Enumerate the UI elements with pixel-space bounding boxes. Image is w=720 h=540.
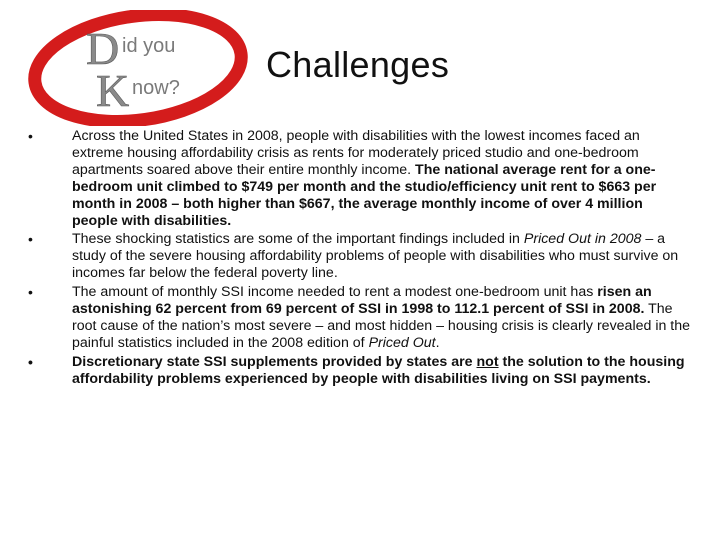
bullet-text: the solution to the housing affordability problems experienced by people with disabilities living on SSI payments. (72, 353, 685, 387)
bullet-text: These shocking statistics are some of the important findings included in (72, 231, 524, 248)
bullet-text: Discretionary state SSI supplements provided by states are (72, 353, 477, 370)
bullet-item (24, 231, 692, 282)
bullet-text: – a study of the severe housing affordability problems of people with disabilities who must survive on incomes far below the federal poverty line. (72, 231, 679, 282)
logo-text-id-you: id you (122, 35, 176, 57)
bullet-text: The root cause of the nation’s most severe – and most hidden – housing crisis is clearly revealed in the painful statistics included in the 2008 edition of (72, 301, 691, 351)
bullet-item (24, 128, 692, 229)
bullet-text: . (435, 334, 440, 351)
logo-letter-k: K (96, 65, 130, 116)
bullet-marker: • (28, 284, 33, 301)
logo-text-now: now? (132, 77, 180, 99)
logo-letter-d: D (86, 23, 120, 74)
bullet-marker: • (28, 353, 33, 370)
bullet-item (24, 354, 692, 388)
bullet-text: Across the United States in 2008, people with disabilities with the lowest incomes faced an extreme housing affordability crisis as rents for moderately priced studio and one-bedroom apartments soared above their entire monthly income. (72, 128, 640, 178)
bullet-text: The amount of monthly SSI income needed to rent a modest one-bedroom unit has (72, 284, 598, 301)
bullet-text-italic: Priced Out (368, 334, 436, 351)
bullet-text-bold: risen an astonishing 62 percent from 69 percent of SSI in 1998 to 112.1 percent of SSI in 2008. (72, 284, 652, 318)
bullet-list (24, 128, 692, 388)
bullet-item (24, 284, 692, 352)
bullet-marker: • (28, 128, 33, 144)
bullet-text-bold: The national average rent for a one-bedroom unit climbed to $749 per month and the studio/efficiency unit rent to $663 per month in 2008 – both higher than $667, the average monthly income of over 4 million people with disabilities. (72, 161, 657, 229)
bullet-marker: • (28, 231, 33, 248)
did-you-know-logo (28, 10, 260, 126)
bullet-text-underlined: not (476, 353, 499, 370)
bullet-text-italic: Priced Out in 2008 (523, 231, 642, 248)
slide-title: Challenges (266, 44, 450, 85)
